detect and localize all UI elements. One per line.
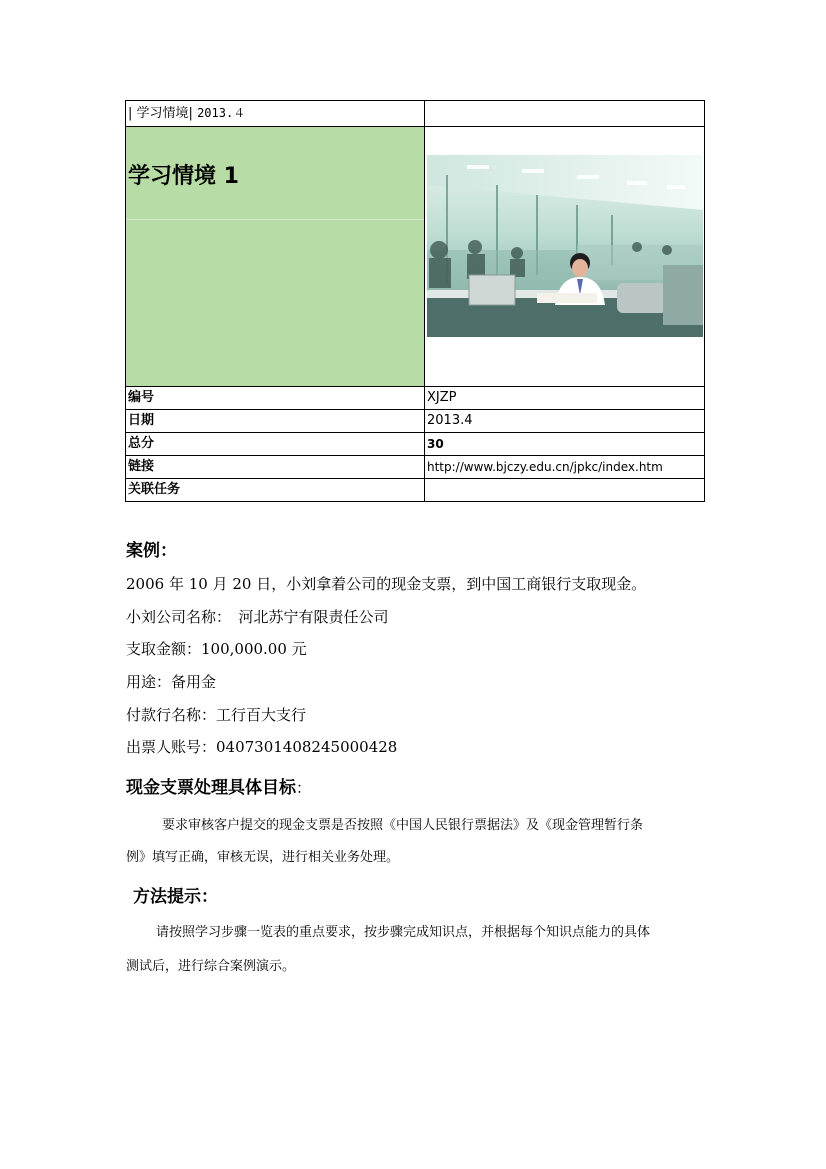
method-paragraph-line-2: 测试后，进行综合案例演示。 bbox=[126, 959, 296, 974]
row-label-link: 链接 bbox=[126, 455, 425, 478]
title-divider bbox=[126, 219, 424, 220]
case-line-date: 2006 年 10 月 20 日，小刘拿着公司的现金支票，到中国工商银行支取现金。 bbox=[126, 575, 647, 593]
header-label: 学习情境 bbox=[136, 106, 189, 121]
row-value-related-task bbox=[425, 478, 705, 501]
row-value-id: XJZP bbox=[425, 386, 705, 409]
goal-heading-colon: ： bbox=[296, 779, 312, 797]
header-date: 2013.４ bbox=[197, 106, 246, 120]
row-value-link[interactable]: http://www.bjczy.edu.cn/jpkc/index.htm bbox=[425, 455, 705, 478]
row-value-score: 30 bbox=[425, 432, 705, 455]
case-line-account: 出票人账号：0407301408245000428 bbox=[126, 738, 398, 756]
row-label-date: 日期 bbox=[126, 409, 425, 432]
goal-heading-wrap bbox=[126, 773, 311, 798]
method-heading: 方法提示： bbox=[133, 887, 218, 907]
case-line-company: 小刘公司名称： 河北苏宁有限责任公司 bbox=[126, 608, 389, 626]
info-table bbox=[125, 100, 705, 502]
row-label-score: 总分 bbox=[126, 432, 425, 455]
goal-paragraph-line-1: 要求审核客户提交的现金支票是否按照《中国人民银行票据法》及《现金管理暂行条 bbox=[162, 818, 644, 833]
header-pipe-2: | bbox=[188, 106, 193, 121]
case-line-purpose: 用途：备用金 bbox=[126, 673, 217, 691]
goal-paragraph-line-2: 例》填写正确，审核无误，进行相关业务处理。 bbox=[126, 850, 400, 865]
header-empty-cell bbox=[425, 101, 705, 127]
case-heading: 案例： bbox=[126, 541, 177, 561]
case-line-amount: 支取金额：100,000.00 元 bbox=[126, 640, 307, 658]
method-paragraph-line-1: 请按照学习步骤一览表的重点要求，按步骤完成知识点，并根据每个知识点能力的具体 bbox=[156, 925, 651, 940]
row-value-date: 2013.4 bbox=[425, 409, 705, 432]
row-label-related-task: 关联任务 bbox=[126, 478, 425, 501]
situation-title: 学习情境 1 bbox=[128, 164, 239, 190]
goal-heading: 现金支票处理具体目标 bbox=[126, 778, 296, 798]
title-cell bbox=[126, 127, 425, 387]
header-pipe: | bbox=[128, 106, 133, 121]
photo-cell bbox=[425, 127, 705, 387]
header-cell bbox=[126, 101, 425, 127]
bank-counter-photo bbox=[427, 155, 703, 337]
row-label-id: 编号 bbox=[126, 386, 425, 409]
case-line-bank: 付款行名称：工行百大支行 bbox=[126, 706, 307, 724]
